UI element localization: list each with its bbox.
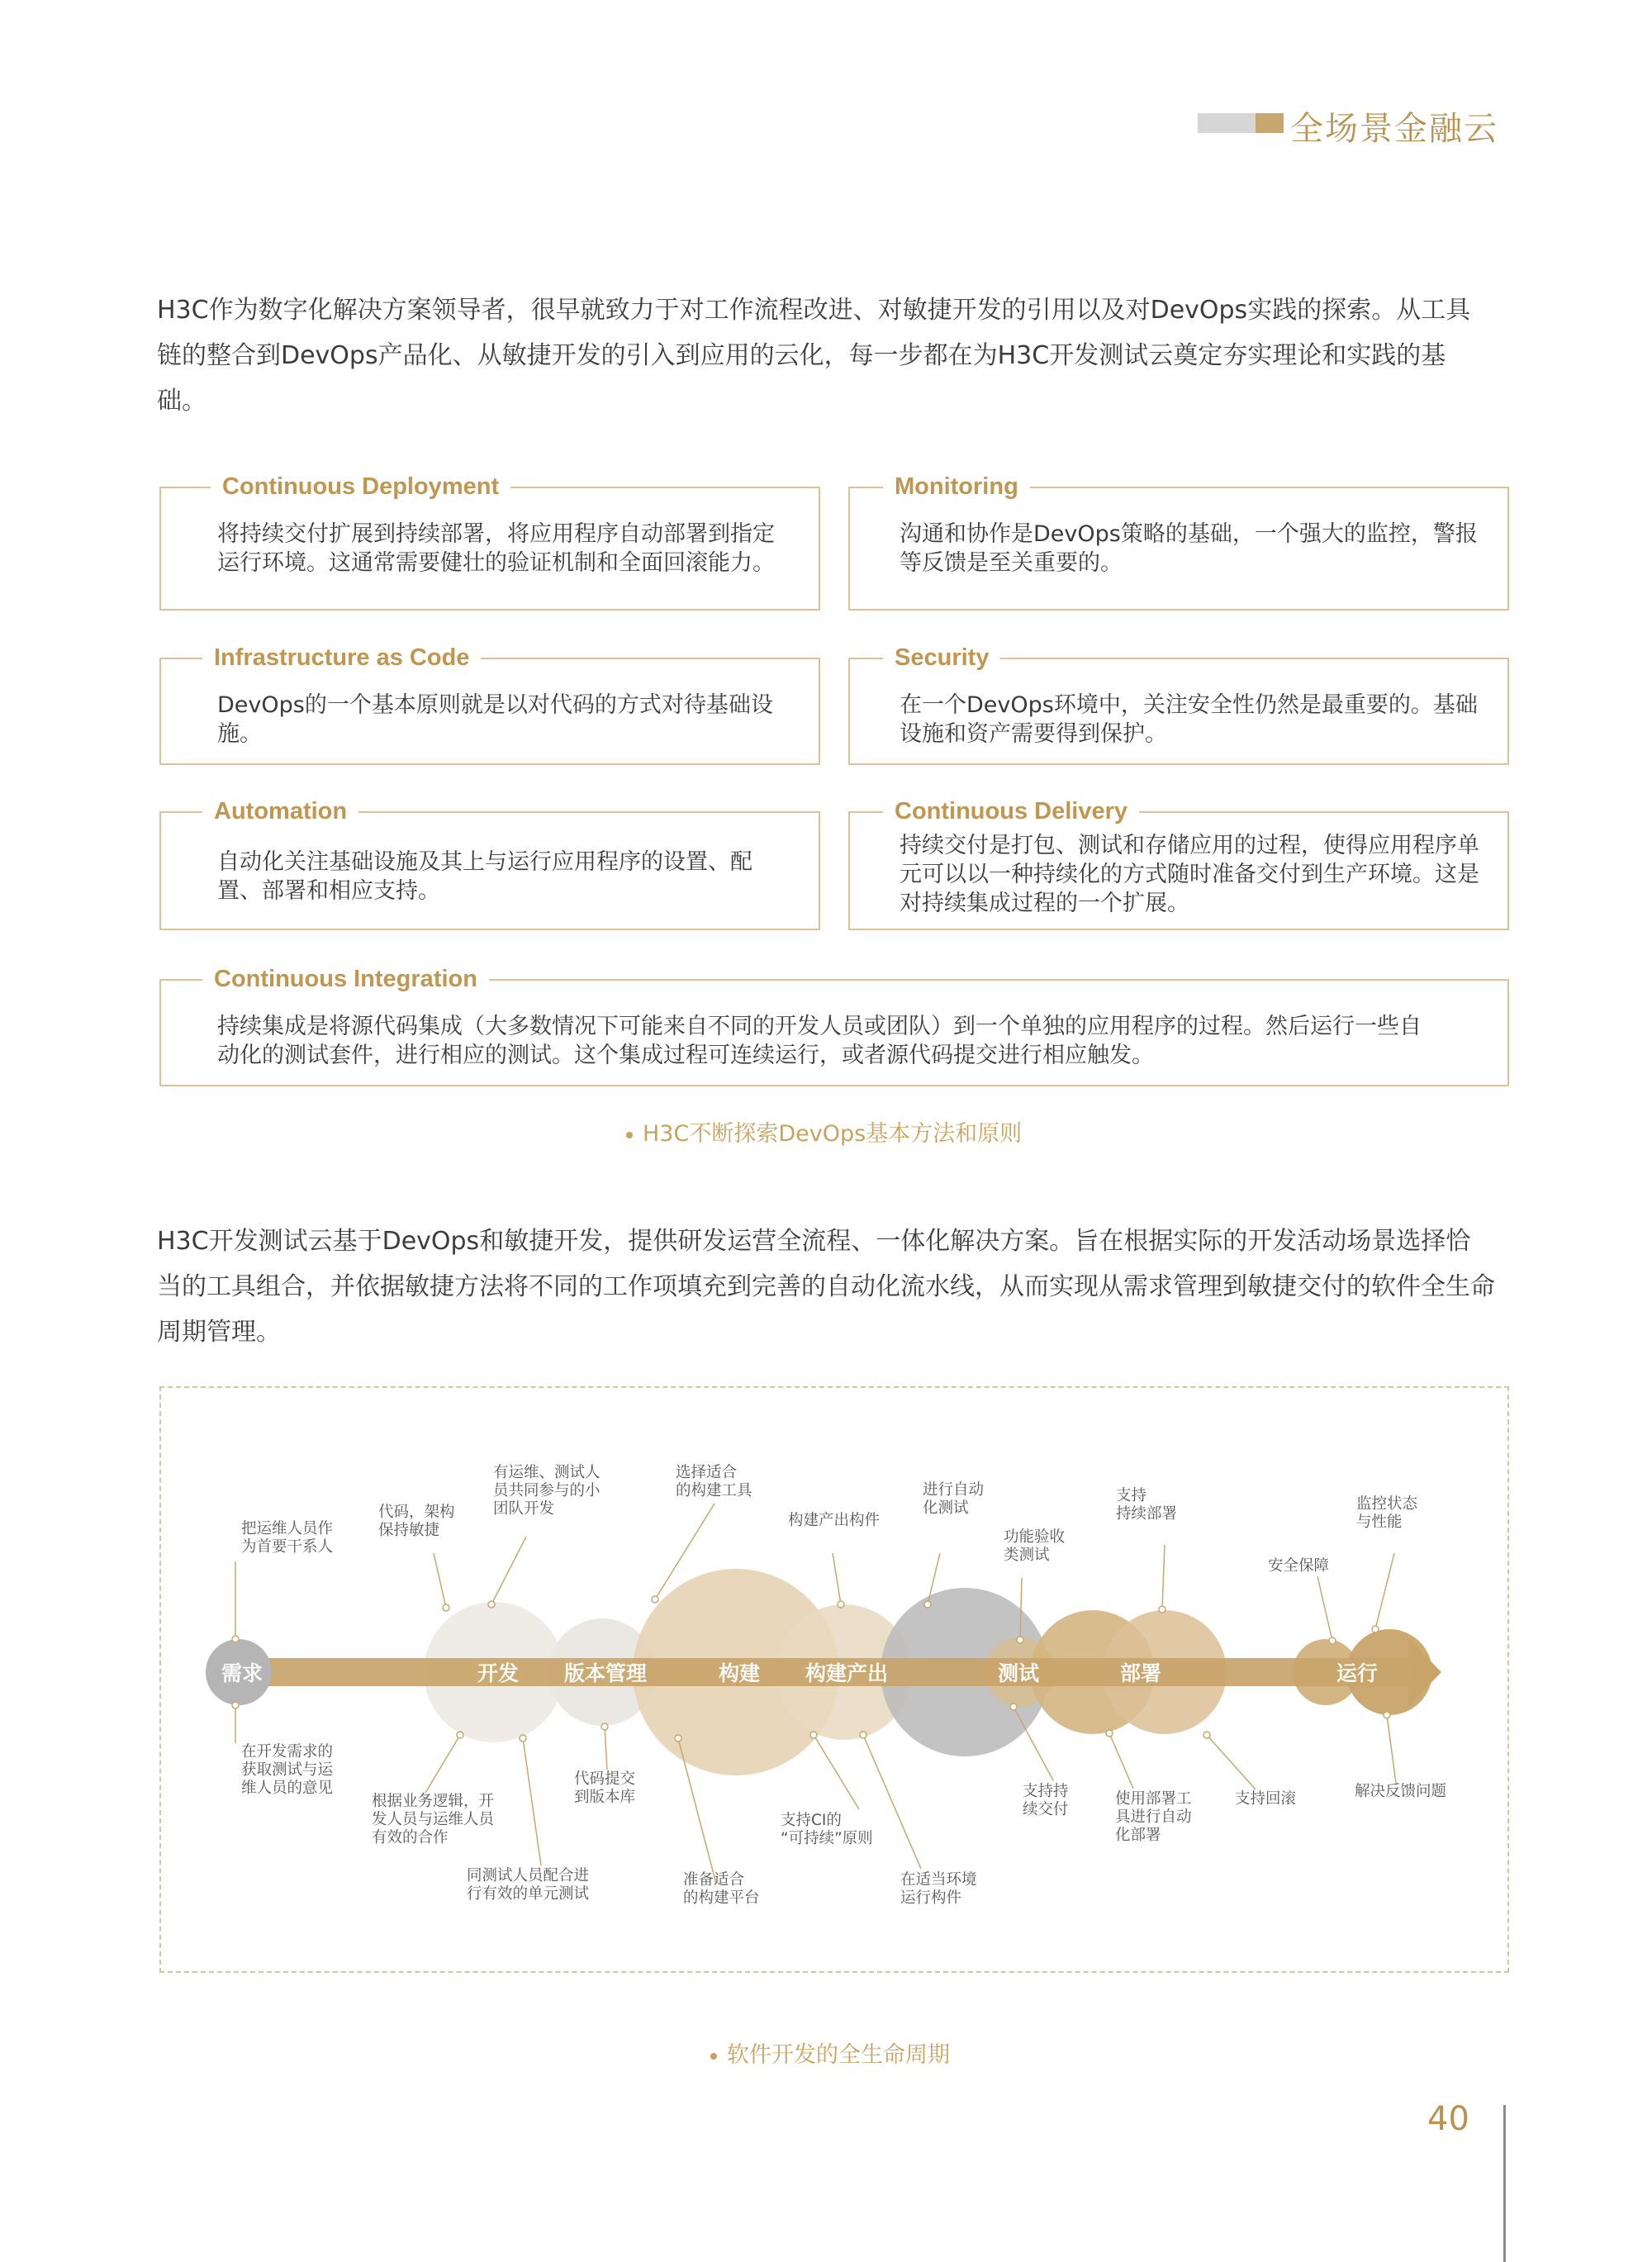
principle-box xyxy=(848,798,1509,930)
stage-label: 构建产出 xyxy=(805,1661,889,1685)
annotation-bottom: 支持持 续交付 xyxy=(1023,1783,1069,1818)
annotation-top: 安全保障 xyxy=(1268,1557,1330,1575)
annotation-bottom: 使用部署工 具进行自动 化部署 xyxy=(1115,1790,1192,1844)
caption-principles: H3C不断探索DevOps基本方法和原则 xyxy=(626,1115,1022,1148)
principle-text: 持续交付是打包、测试和存储应用的过程，使得应用程序单元可以以一种持续化的方式随时准备交付到生产环境。这是对持续集成过程的一个扩展。 xyxy=(900,833,1479,916)
header-title: 全场景金融云 xyxy=(1290,110,1498,148)
principle-title: Monitoring xyxy=(883,470,1030,503)
annotation-top: 功能验收 类测试 xyxy=(1004,1528,1066,1564)
principle-box xyxy=(159,798,820,930)
bullet-icon xyxy=(710,2053,717,2060)
annotation-top: 把运维人员作 为首要干系人 xyxy=(241,1520,334,1556)
annotation-bottom: 支持回滚 xyxy=(1235,1790,1297,1808)
annotation-top: 选择适合 的构建工具 xyxy=(676,1464,752,1499)
stage-label: 构建 xyxy=(718,1661,761,1685)
stage-label: 需求 xyxy=(221,1661,263,1685)
principle-title: Continuous Integration xyxy=(202,962,489,996)
principle-text: 将持续交付扩展到持续部署，将应用程序自动部署到指定运行环境。这通常需要健壮的验证机制和全面回滚能力。 xyxy=(217,521,775,576)
annotation-top: 有运维、测试人 员共同参与的小 团队开发 xyxy=(493,1464,601,1518)
annotation-top: 进行自动 化测试 xyxy=(923,1481,985,1517)
stage-label: 运行 xyxy=(1336,1661,1379,1685)
annotation-bottom: 在适当环境 运行构件 xyxy=(900,1871,977,1907)
page-divider xyxy=(1503,2105,1506,2262)
annotation-bottom: 支持CI的 “可持续”原则 xyxy=(781,1812,873,1847)
principle-text: DevOps的一个基本原则就是以对代码的方式对待基础设施。 xyxy=(217,692,773,747)
principle-text: 持续集成是将源代码集成（大多数情况下可能来自不同的开发人员或团队）到一个单独的应用程序的过程。然后运行一些自动化的测试套件，进行相应的测试。这个集成过程可连续运行，或者源代码提交进行相应触发。 xyxy=(217,1014,1422,1068)
principle-title: Automation xyxy=(202,795,358,828)
annotation-bottom: 根据业务逻辑，开 发人员与运维人员 有效的合作 xyxy=(372,1793,495,1846)
annotation-top: 代码，架构 保持敏捷 xyxy=(378,1504,455,1539)
annotation-bottom: 在开发需求的 获取测试与运 维人员的意见 xyxy=(241,1743,334,1797)
annotation-bottom: 同测试人员配合进 行有效的单元测试 xyxy=(467,1867,590,1903)
header-decor-gold xyxy=(1256,113,1284,133)
stage-label: 开发 xyxy=(477,1661,520,1685)
principle-text: 沟通和协作是DevOps策略的基础，一个强大的监控，警报等反馈是至关重要的。 xyxy=(900,521,1478,576)
stage-label: 部署 xyxy=(1119,1661,1162,1685)
principle-box xyxy=(159,473,820,611)
solution-paragraph: H3C开发测试云基于DevOps和敏捷开发，提供研发运营全流程、一体化解决方案。旨在根据实际的开发活动场景选择恰当的工具组合，并依据敏捷方法将不同的工作项填充到完善的自动化流水线，从而实现从需求管理到敏捷交付的软件全生命周期管理。 xyxy=(157,1227,1495,1347)
annotation-top: 构建产出构件 xyxy=(788,1512,881,1529)
stage-label: 测试 xyxy=(997,1661,1040,1685)
principle-title: Continuous Deployment xyxy=(211,470,510,503)
annotation-bottom: 代码提交 到版本库 xyxy=(574,1770,636,1806)
stage-label: 版本管理 xyxy=(563,1661,648,1685)
annotation-top: 监控状态 与性能 xyxy=(1356,1495,1418,1531)
intro-paragraph: H3C作为数字化解决方案领导者，很早就致力于对工作流程改进、对敏捷开发的引用以及对DevOps实践的探索。从工具链的整合到DevOps产品化、从敏捷开发的引入到应用的云化，每一步都在为H3C开发测试云奠定夯实理论和实践的基础。 xyxy=(157,296,1471,416)
page-number: 40 xyxy=(1427,2100,1469,2138)
annotation-bottom: 准备适合 的构建平台 xyxy=(683,1871,760,1907)
principle-title: Continuous Delivery xyxy=(883,795,1139,828)
principle-text: 自动化关注基础设施及其上与运行应用程序的设置、配置、部署和相应支持。 xyxy=(217,849,752,904)
bullet-icon xyxy=(626,1132,633,1138)
principle-title: Security xyxy=(883,641,1000,674)
principle-title: Infrastructure as Code xyxy=(202,641,481,674)
lifecycle-diagram xyxy=(159,1386,1509,1973)
principle-box xyxy=(848,644,1509,765)
annotation-bottom: 解决反馈问题 xyxy=(1355,1783,1447,1800)
principle-box xyxy=(848,473,1509,611)
principle-box xyxy=(159,644,820,765)
principle-text: 在一个DevOps环境中，关注安全性仍然是最重要的。基础设施和资产需要得到保护。 xyxy=(900,692,1478,747)
caption-lifecycle: 软件开发的全生命周期 xyxy=(710,2036,950,2069)
annotation-top: 支持 持续部署 xyxy=(1116,1487,1178,1523)
header-decor-grey xyxy=(1198,113,1256,133)
principle-box xyxy=(159,966,1509,1086)
